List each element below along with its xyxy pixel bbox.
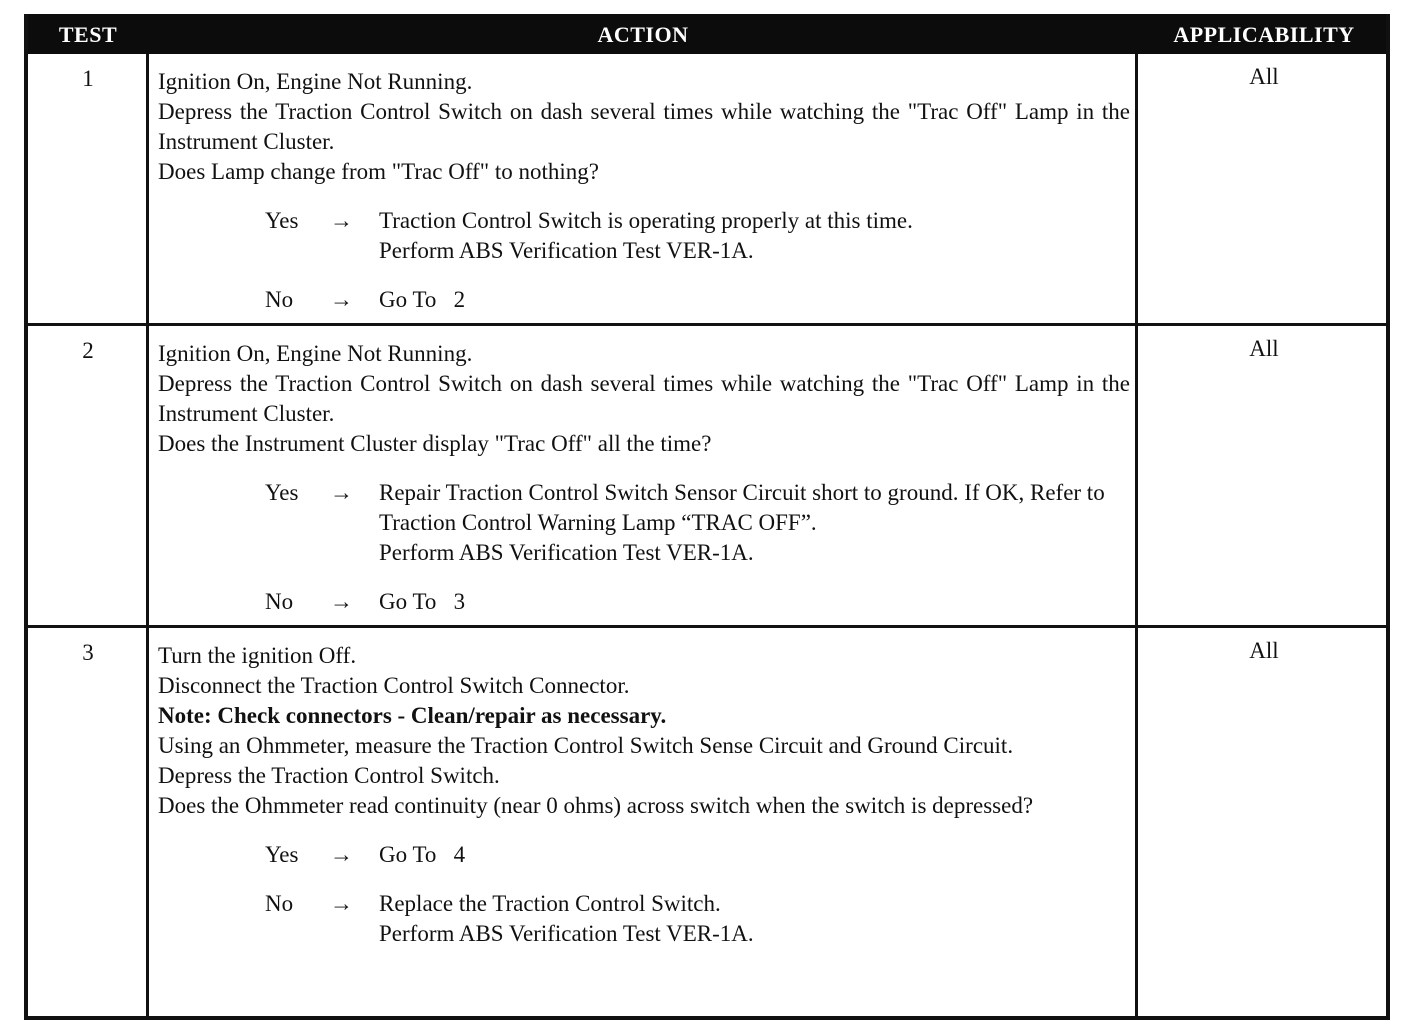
action-note: Note: Check connectors - Clean/repair as necessary. bbox=[158, 703, 667, 728]
right-arrow-icon: → bbox=[330, 287, 353, 312]
no-label: No bbox=[265, 589, 294, 614]
no-result bbox=[379, 889, 1130, 949]
test-number: 2 bbox=[82, 338, 94, 363]
table-row bbox=[28, 326, 1386, 628]
result-line: Perform ABS Verification Test VER-1A. bbox=[379, 540, 754, 565]
applicability-value: All bbox=[1249, 64, 1279, 89]
test-number: 1 bbox=[82, 66, 94, 91]
result-line: Replace the Traction Control Switch. bbox=[379, 891, 721, 916]
right-arrow-icon: → bbox=[330, 480, 353, 505]
action-line: Disconnect the Traction Control Switch Connector. bbox=[158, 673, 630, 698]
table-row bbox=[28, 54, 1386, 326]
right-arrow-icon: → bbox=[330, 842, 353, 867]
result-line: Perform ABS Verification Test VER-1A. bbox=[379, 238, 754, 263]
action-line: Does the Ohmmeter read continuity (near 0 ohms) across switch when the switch is depressed? bbox=[158, 793, 1034, 818]
right-arrow-icon: → bbox=[330, 589, 353, 614]
yes-label: Yes bbox=[265, 480, 299, 505]
no-label: No bbox=[265, 287, 294, 312]
action-cell bbox=[158, 67, 1130, 315]
right-arrow-icon: → bbox=[330, 891, 353, 916]
yes-label: Yes bbox=[265, 208, 299, 233]
yes-result bbox=[379, 206, 1130, 266]
action-cell bbox=[158, 641, 1130, 949]
applicability-value: All bbox=[1249, 638, 1279, 663]
result-line: Repair Traction Control Switch Sensor Circuit short to ground. If OK, Refer to Traction Control Warning Lamp “TRAC OFF”. bbox=[379, 480, 1105, 535]
result-line: Perform ABS Verification Test VER-1A. bbox=[379, 921, 754, 946]
action-line: Does the Instrument Cluster display "Trac Off" all the time? bbox=[158, 431, 712, 456]
no-result bbox=[379, 285, 1130, 315]
header-test: TEST bbox=[58, 22, 118, 47]
result-line: Traction Control Switch is operating properly at this time. bbox=[379, 208, 913, 233]
yes-answer bbox=[158, 478, 1130, 568]
no-answer bbox=[158, 889, 1130, 949]
action-line: Does Lamp change from "Trac Off" to nothing? bbox=[158, 159, 599, 184]
yes-result bbox=[379, 478, 1130, 568]
header-applicability: APPLICABILITY bbox=[1173, 22, 1355, 47]
yes-result bbox=[379, 840, 1130, 870]
action-line: Ignition On, Engine Not Running. bbox=[158, 69, 473, 94]
no-answer bbox=[158, 587, 1130, 617]
result-line: Go To 4 bbox=[379, 842, 466, 867]
action-line: Depress the Traction Control Switch on dash several times while watching the "Trac Off" Lamp in the Instrument Cluster. bbox=[158, 99, 1130, 154]
action-line: Using an Ohmmeter, measure the Traction Control Switch Sense Circuit and Ground Circuit. bbox=[158, 733, 1014, 758]
applicability-value: All bbox=[1249, 336, 1279, 361]
result-line: Go To 3 bbox=[379, 589, 466, 614]
action-cell bbox=[158, 339, 1130, 617]
table-row bbox=[28, 628, 1386, 1016]
table-header bbox=[28, 14, 1386, 54]
result-line: Go To 2 bbox=[379, 287, 466, 312]
yes-answer bbox=[158, 840, 1130, 870]
action-line: Depress the Traction Control Switch on dash several times while watching the "Trac Off" Lamp in the Instrument Cluster. bbox=[158, 371, 1130, 426]
diagnostic-test-table bbox=[24, 14, 1390, 1020]
no-label: No bbox=[265, 891, 294, 916]
right-arrow-icon: → bbox=[330, 208, 353, 233]
test-number: 3 bbox=[82, 640, 94, 665]
action-line: Depress the Traction Control Switch. bbox=[158, 763, 500, 788]
yes-label: Yes bbox=[265, 842, 299, 867]
action-line: Ignition On, Engine Not Running. bbox=[158, 341, 473, 366]
yes-answer bbox=[158, 206, 1130, 266]
action-line: Turn the ignition Off. bbox=[158, 643, 357, 668]
header-action: ACTION bbox=[597, 22, 689, 47]
no-result bbox=[379, 587, 1130, 617]
no-answer bbox=[158, 285, 1130, 315]
